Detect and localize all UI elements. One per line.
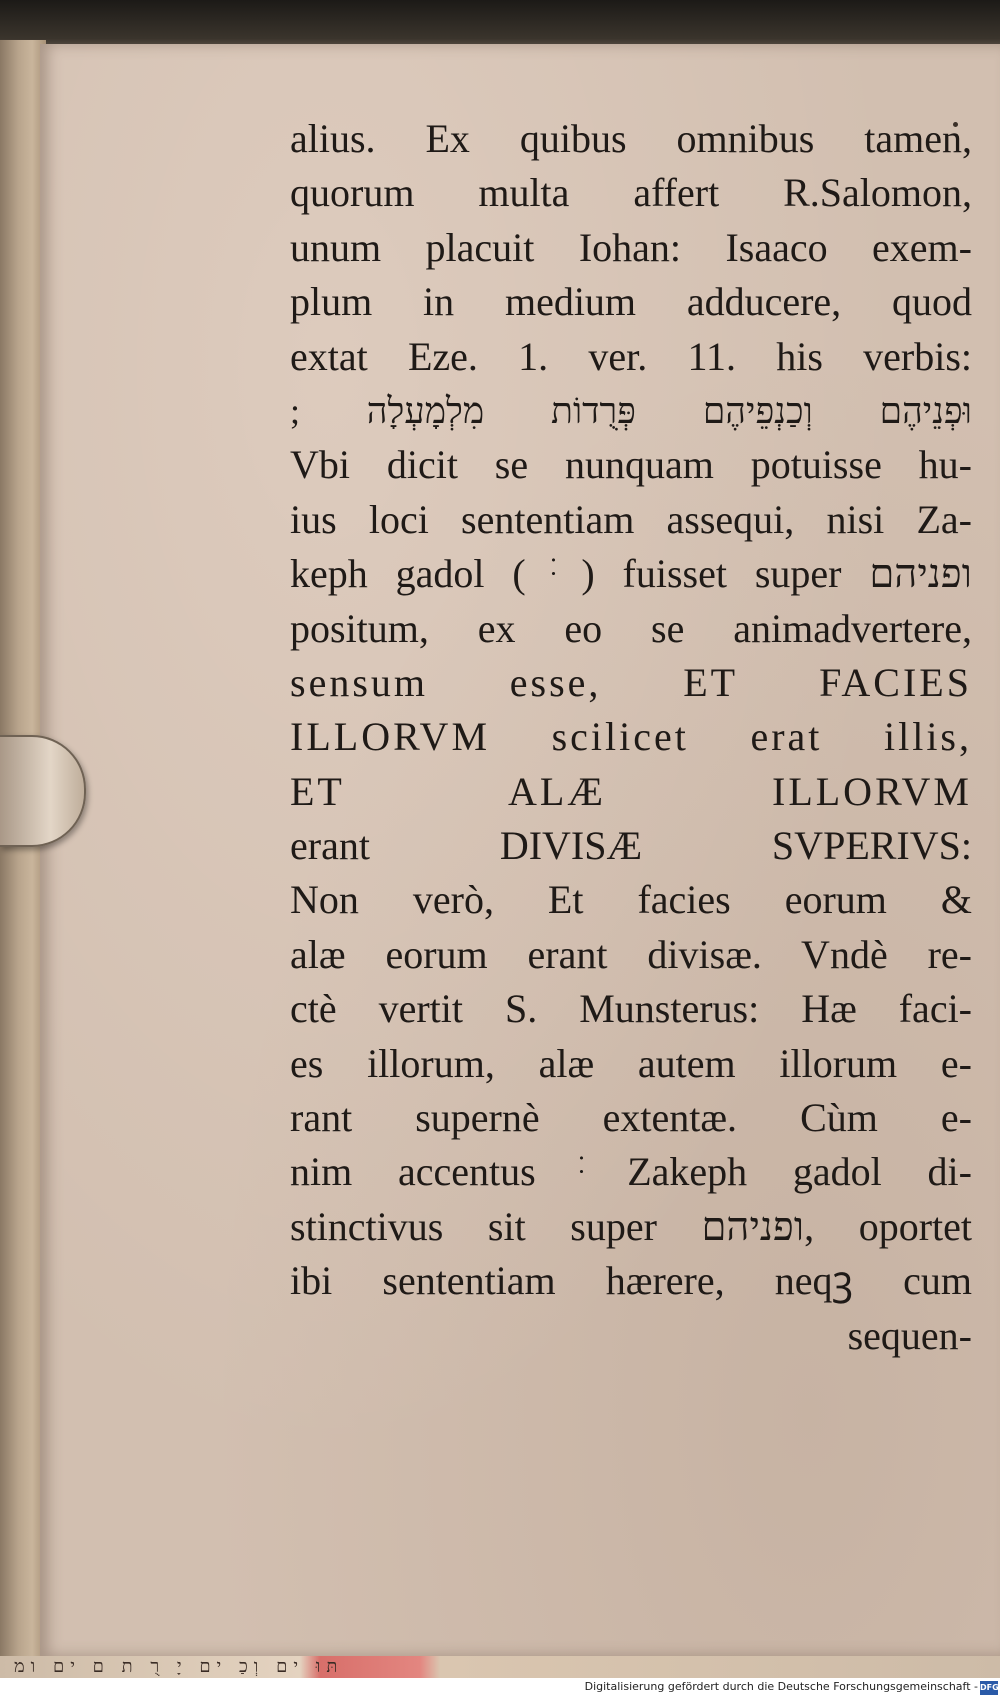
- book-top-edge: [0, 0, 1000, 48]
- text-line: alius. Ex quibus omnibus tamen,: [290, 116, 972, 161]
- digitization-footer: [0, 1678, 1000, 1699]
- text-line: ibi sententiam hærere, neqꝫ cum: [290, 1258, 972, 1304]
- text-line: stinctivus sit super ופניהם, oportet: [290, 1203, 972, 1249]
- text-line: Vbi dicit se nunquam potuisse hu-: [290, 442, 972, 488]
- text-line: ET ALÆ ILLORVM: [290, 768, 972, 814]
- text-line: ctè vertit S. Munsterus: Hæ faci-: [290, 986, 972, 1032]
- text-line: keph gadol ( ּׂ ) fuisset super ופניהם: [290, 551, 972, 597]
- text-line: quorum multa affert R.Salomon,: [290, 170, 972, 216]
- text-line: nim accentus ּׂ Zakeph gadol di-: [290, 1149, 972, 1195]
- text-line: rant supernè extentæ. Cùm e-: [290, 1095, 972, 1141]
- next-page-strip: [0, 1656, 1000, 1678]
- text-line: positum, ex eo se animadvertere,: [290, 605, 972, 651]
- hebrew-line: וּפְנֵיהֶם וְכַנְפֵיהֶם פְּרֻדוֹת מִלְמָעְלָה ;: [290, 390, 972, 431]
- text-line: unum placuit Iohan: Isaaco exem-: [290, 224, 972, 270]
- text-line: erant DIVISÆ SVPERIVS:: [290, 823, 972, 869]
- text-line: ILLORVM scilicet erat illis,: [290, 714, 972, 760]
- dfg-logo-icon: DFG: [980, 1681, 998, 1695]
- text-line: es illorum, alæ autem illorum e-: [290, 1040, 972, 1086]
- text-line: Non verò, Et facies eorum &: [290, 877, 972, 923]
- text-line: sensum esse, ET FACIES: [290, 659, 972, 705]
- page-text: [290, 112, 972, 1363]
- text-line: ius loci sententiam assequi, nisi Za-: [290, 496, 972, 542]
- strip-text: תּוּ ים וְכַ ים יָ רֻ ת ם ים ומ: [14, 1656, 344, 1677]
- catchword: sequen-: [847, 1312, 972, 1358]
- text-line: extat Eze. 1. ver. 11. his verbis:: [290, 333, 972, 379]
- text-line: alæ eorum erant divisæ. Vndè re-: [290, 931, 972, 977]
- text-line: plum in medium adducere, quod: [290, 279, 972, 325]
- footer-credit: Digitalisierung gefördert durch die Deutsche Forschungsgemeinschaft -: [584, 1680, 978, 1693]
